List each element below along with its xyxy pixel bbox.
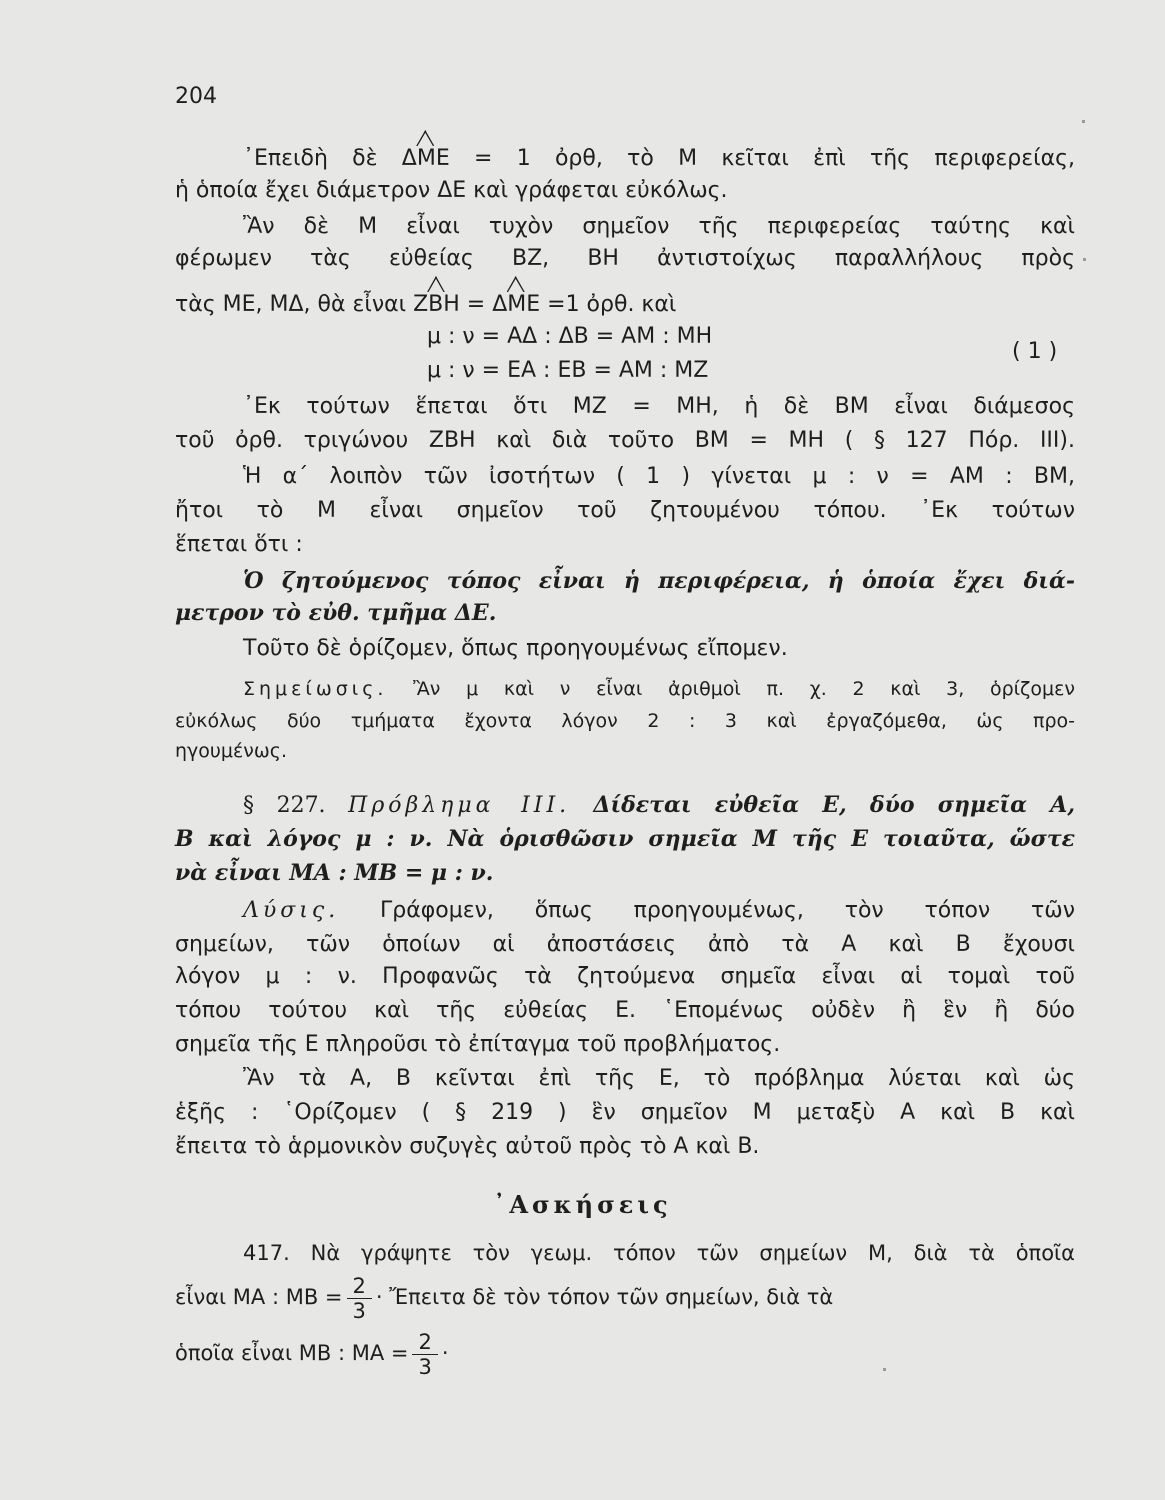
note-line: εὐκόλως δύο τμήματα ἔχοντα λόγον 2 : 3 καὶ ἐργαζόμεθα, ὡς προ- <box>175 710 1075 732</box>
exercises-heading: ᾿Ασκήσεις <box>493 1190 672 1219</box>
scan-speck <box>1082 120 1085 123</box>
angle-hat-symbol: ΔΜΕ <box>402 144 450 174</box>
text-line: φέρωμεν τὰς εὐθείας ΒΖ, ΒΗ ἀντιστοίχως παραλλήλους πρὸς <box>175 246 1075 271</box>
fraction: $\frac{2}{3}$ <box>412 1330 437 1379</box>
equation-line: μ : ν = ΑΔ : ΔΒ = ΑΜ : ΜΗ <box>427 324 713 349</box>
solution-line: λόγον μ : ν. Προφανῶς τὰ ζητούμενα σημεῖα εἶναι αἱ τομαὶ τοῦ <box>175 964 1075 989</box>
scan-speck <box>883 1368 886 1371</box>
note-line: ηγουμένως. <box>175 740 287 762</box>
problem-line: Β καὶ λόγος μ : ν. Νὰ ὁρισθῶσιν σημεῖα Μ τῆς Ε τοιαῦτα, ὥστε <box>175 826 1075 852</box>
text-line: ἔπειτα τὸ ἁρμονικὸν συζυγὲς αὐτοῦ πρὸς τὸ Α καὶ Β. <box>175 1134 760 1159</box>
text-line: Τοῦτο δὲ ὁρίζομεν, ὅπως προηγουμένως εἴπομεν. <box>243 636 788 661</box>
note-label: Σημείωσις. <box>243 678 388 700</box>
angle-hat-symbol: ΔΜΕ <box>492 290 540 320</box>
solution-line: σημείων, τῶν ὁποίων αἱ ἀποστάσεις ἀπὸ τὰ Α καὶ Β ἔχουσι <box>175 932 1075 957</box>
exercise-line: εἶναι ΜΑ : ΜΒ = $\frac{2}{3}$ · Ἔπειτα δὲ τὸν τόπον τῶν σημείων, διὰ τὰ <box>175 1273 834 1323</box>
problem-label: Πρόβλημα ΙΙΙ. <box>348 793 571 818</box>
exercise-line: 417. Νὰ γράψητε τὸν γεωμ. τόπον τῶν σημείων Μ, διὰ τὰ ὁποῖα <box>243 1241 1075 1265</box>
angle-hat-symbol: ΖΒΗ <box>413 290 460 320</box>
problem-line: νὰ εἶναι ΜΑ : ΜΒ = μ : ν. <box>175 860 494 886</box>
equation-line: μ : ν = ΕΑ : ΕΒ = ΑΜ : ΜΖ <box>427 358 709 383</box>
text-line: τοῦ ὀρθ. τριγώνου ΖΒΗ καὶ διὰ τοῦτο ΒΜ = ΜΗ ( § 127 Πόρ. ΙΙΙ). <box>175 428 1075 453</box>
text-line: Ἂν δὲ Μ εἶναι τυχὸν σημεῖον τῆς περιφερείας ταύτης καὶ <box>243 214 1075 239</box>
text-line: ἑξῆς : ῾Ορίζομεν ( § 219 ) ἓν σημεῖον Μ μεταξὺ Α καὶ Β καὶ <box>175 1100 1075 1125</box>
text-line: ᾿Επειδὴ δὲ ΔΜΕ = 1 ὀρθ, τὸ Μ κεῖται ἐπὶ τῆς περιφερείας, <box>243 144 1075 174</box>
text-line: ᾿Εκ τούτων ἕπεται ὅτι ΜΖ = ΜΗ, ἡ δὲ ΒΜ εἶναι διάμεσος <box>243 394 1075 419</box>
text-line: Ἡ α΄ λοιπὸν τῶν ἰσοτήτων ( 1 ) γίνεται μ : ν = ΑΜ : ΒΜ, <box>243 464 1075 489</box>
text-line: ἕπεται ὅτι : <box>175 532 303 557</box>
solution-line: Λύσις. Γράφομεν, ὅπως προηγουμένως, τὸν τόπον τῶν <box>243 898 1075 923</box>
equation-number: ( 1 ) <box>1012 339 1058 364</box>
exercise-line: ὁποῖα εἶναι ΜΒ : ΜΑ = $\frac{2}{3}$ · <box>175 1329 449 1379</box>
solution-label: Λύσις. <box>243 898 340 923</box>
text-line: ἡ ὁποία ἔχει διάμετρον ΔΕ καὶ γράφεται εὐκόλως. <box>175 178 728 203</box>
solution-line: σημεῖα τῆς Ε πληροῦσι τὸ ἐπίταγμα τοῦ προβλήματος. <box>175 1032 781 1057</box>
section-number: § 227. <box>243 793 326 818</box>
note-line: Σημείωσις. Ἂν μ καὶ ν εἶναι ἀριθμοὶ π. χ. 2 καὶ 3, ὁρίζομεν <box>243 678 1075 700</box>
page-number: 204 <box>175 84 217 109</box>
fraction: $\frac{2}{3}$ <box>347 1274 372 1323</box>
text-line: ἤτοι τὸ Μ εἶναι σημεῖον τοῦ ζητουμένου τόπου. ᾿Εκ τούτων <box>175 498 1075 523</box>
scan-speck <box>1083 258 1086 261</box>
text-line: τὰς ΜΕ, ΜΔ, θὰ εἶναι ΖΒΗ = ΔΜΕ =1 ὀρθ. καὶ <box>175 290 1075 320</box>
theorem-line: Ὁ ζητούμενος τόπος εἶναι ἡ περιφέρεια, ἡ ὁποία ἔχει διά- <box>243 568 1075 594</box>
text-line: Ἂν τὰ Α, Β κεῖνται ἐπὶ τῆς Ε, τὸ πρόβλημα λύεται καὶ ὡς <box>243 1066 1075 1091</box>
solution-line: τόπου τούτου καὶ τῆς εὐθείας Ε. ῾Επομένως οὐδὲν ἢ ἓν ἢ δύο <box>175 998 1075 1023</box>
problem-line: § 227. Πρόβλημα ΙΙΙ. Δίδεται εὐθεῖα Ε, δύο σημεῖα Α, <box>243 792 1075 818</box>
theorem-line: μετρον τὸ εὐθ. τμῆμα ΔΕ. <box>175 600 497 626</box>
